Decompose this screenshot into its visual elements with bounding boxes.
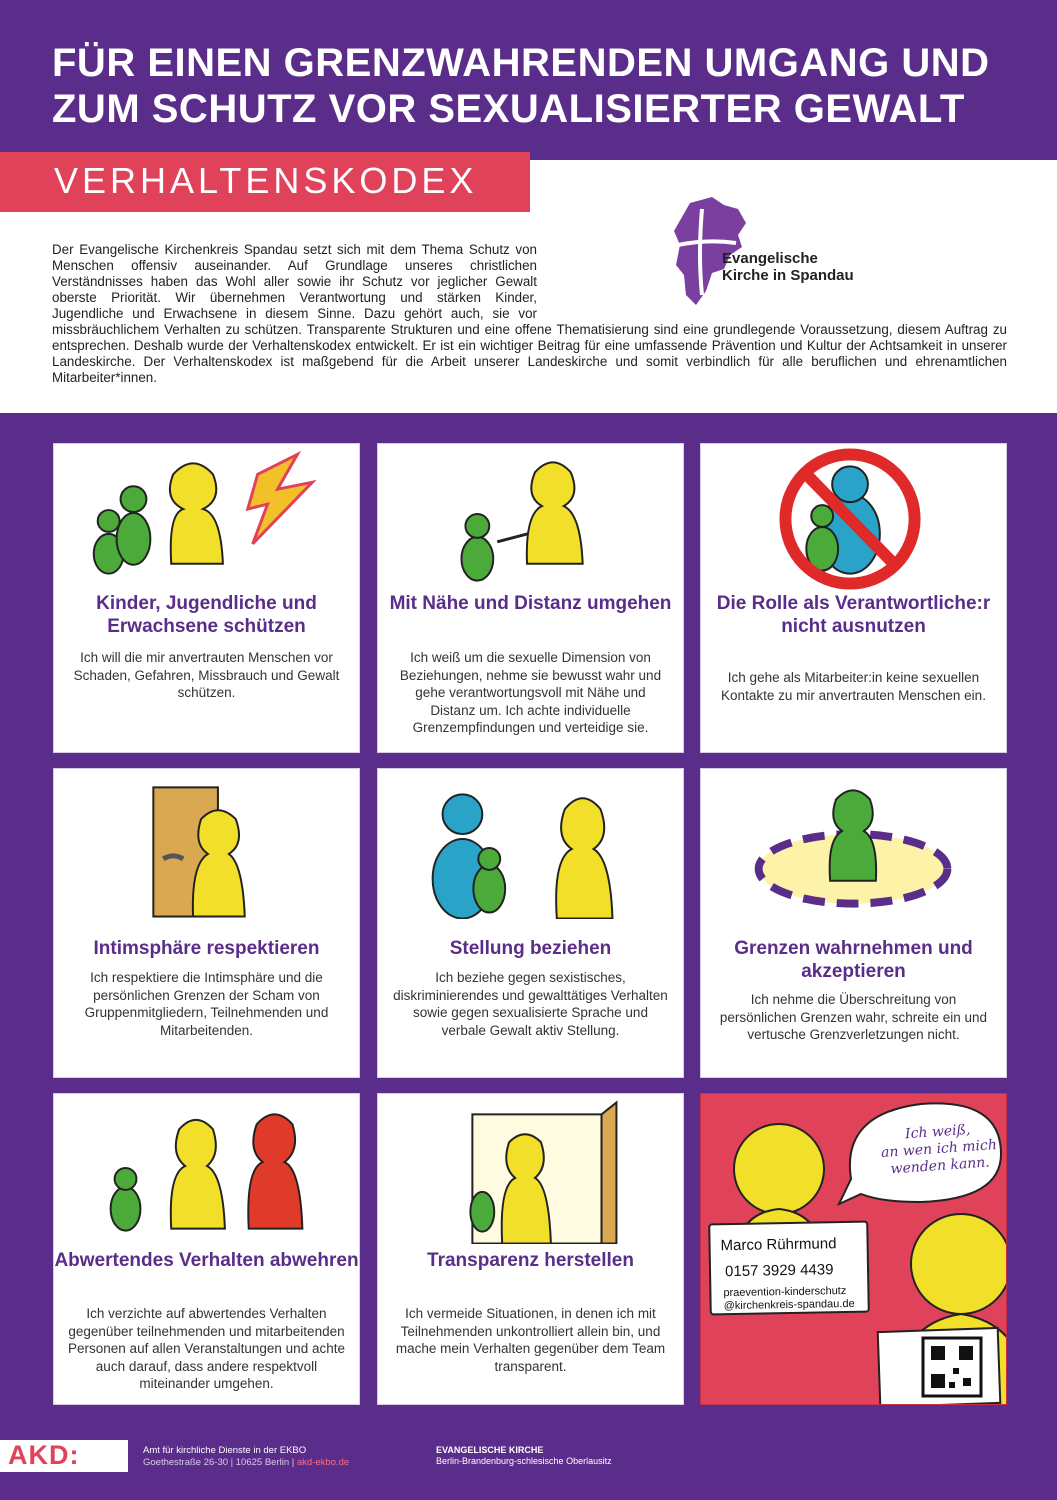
card-title: Transparenz herstellen [427,1250,634,1271]
intro-paragraph: Der Evangelische Kirchenkreis Spandau setzt sich mit dem Thema Schutz von Menschen offensiv auseinander. Auf Grundlage unseres christlichen Verständnisses haben das Wohl aller sowie ihr Schutz vor jeglicher Gewalt oberste Priorität. Wir übernehmen Verantwortung und stärken Kinder, Jugendliche und Erwachsene in diesem Sinne. Dazu gehört auch, sie vor missbräuchlichem Verhalten zu schützen. Transparente Strukturen und eine offene Thematisierung sind eine grundlegende Voraussetzung, diesem Auftrag zu entsprechen. Deshalb wurde der Verhaltenskodex entwickelt. Er ist ein wichtiger Beitrag für eine umfassende Prävention und Kultur der Achtsamkeit in unserer Landeskirche. Der Verhaltenskodex ist maßgebend für die Arbeit unserer Landeskirche und somit verbindlich für alle beruflichen und ehrenamtlichen Mitarbeiter*innen. [52,242,1007,385]
akd-info [143,1445,349,1469]
defending-illustration [54,1094,359,1244]
ribbon-text: VERHALTENSKODEX [54,160,478,201]
page-title [52,40,1032,132]
bubble-line: wenden kann. [890,1154,991,1178]
ekbo-logo [436,1445,612,1467]
contact-sign [708,1221,870,1316]
logo-line-2: Kirche in Spandau [722,267,854,284]
email-line: praevention-kinderschutz [723,1285,847,1300]
contact-phone[interactable]: 0157 3929 4439 [724,1261,834,1281]
bubble-line: Ich weiß, [904,1121,971,1143]
card-stand [377,768,684,1078]
card-title: Stellung beziehen [449,938,612,959]
logo-line-1: Evangelische [722,250,818,267]
standing-up-illustration [378,769,683,919]
card-title: Mit Nähe und Distanz umgehen [389,593,672,614]
akd-org: Amt für kirchliche Dienste in der EKBO [143,1445,307,1456]
akd-address: Goethestraße 26-30 | 10625 Berlin | [143,1457,297,1468]
card-title: Abwertendes Verhalten abwehren [54,1250,359,1271]
card-proximity [377,443,684,753]
distance-figures-illustration [378,444,683,594]
card-role [700,443,1007,753]
prohibited-illustration [701,444,1006,594]
card-protect [53,443,360,753]
speech-bubble-text [877,1120,1000,1179]
card-text: Ich respektiere die Intimsphäre und die persönlichen Grenzen der Scham von Gruppenmitgliedern, Teilnehmenden und Mitarbeitenden. [84,970,329,1038]
akd-logo-text: AKD: [8,1440,80,1470]
card-text: Ich will die mir anvertrauten Menschen vor Schaden, Gefahren, Missbrauch und Gewalt schützen. [73,650,340,700]
card-text: Ich nehme die Überschreitung von persönlichen Grenzen wahr, schreite ein und vertusche Grenzverletzungen nicht. [719,992,988,1042]
logo-name [722,250,854,284]
card-title: Grenzen wahrnehmen und akzeptieren [734,938,973,982]
protecting-figures-illustration [54,444,359,594]
card-title: Intimsphäre respektieren [93,938,320,959]
akd-link[interactable]: akd-ekbo.de [296,1457,350,1468]
email-line: @kirchenkreis-spandau.de [723,1297,855,1313]
card-text: Ich beziehe gegen sexistisches, diskriminierendes und gewalttätiges Verhalten sowie gegen sexualisierte Sprache und verbale Gewalt aktiv Stellung. [393,970,668,1038]
open-door-illustration [378,1094,683,1244]
akd-address-line [143,1457,349,1469]
church-logo [672,195,902,310]
card-text: Ich vermeide Situationen, in denen ich mit Teilnehmenden unkontrolliert allein bin, und mache mein Verhalten gegenüber dem Team transparent. [395,1306,666,1374]
contact-card [700,1093,1007,1405]
title-line-1: FÜR EINEN GRENZWAHRENDEN UMGANG UND [52,41,990,85]
contact-email[interactable] [723,1285,854,1313]
card-intimacy [53,768,360,1078]
card-text: Ich verzichte auf abwertendes Verhalten gegenüber teilnehmenden und mitarbeitenden Personen auf allen Veranstaltungen und achte auch darauf, dass andere respektvoll miteinander umgehen. [68,1306,345,1391]
card-boundaries [700,768,1007,1078]
ekbo-line-2: Berlin-Brandenburg-schlesische Oberlausitz [436,1456,612,1466]
knocking-door-illustration [54,769,359,919]
card-text: Ich weiß um die sexuelle Dimension von Beziehungen, nehme sie bewusst wahr und gehe verantwortungsvoll mit Nähe und Distanz um. Ich achte individuelle Grenzempfindungen und verteidige sie. [399,650,662,735]
header-band [0,0,1057,160]
card-title: Die Rolle als Verantwortliche:r nicht ausnutzen [716,593,991,637]
bubble-line: an wen ich mich [880,1136,998,1162]
contact-name: Marco Rührmund [720,1235,837,1255]
card-title: Kinder, Jugendliche und Erwachsene schützen [96,593,317,637]
card-transparency [377,1093,684,1405]
ekbo-line-1: EVANGELISCHE KIRCHE [436,1445,544,1455]
card-text: Ich gehe als Mitarbeiter:in keine sexuellen Kontakte zu mir anvertrauten Menschen ein. [721,670,986,703]
boundary-circle-illustration [701,769,1006,919]
ribbon [0,152,530,212]
card-devaluing [53,1093,360,1405]
title-line-2: ZUM SCHUTZ VOR SEXUALISIERTER GEWALT [52,87,965,131]
